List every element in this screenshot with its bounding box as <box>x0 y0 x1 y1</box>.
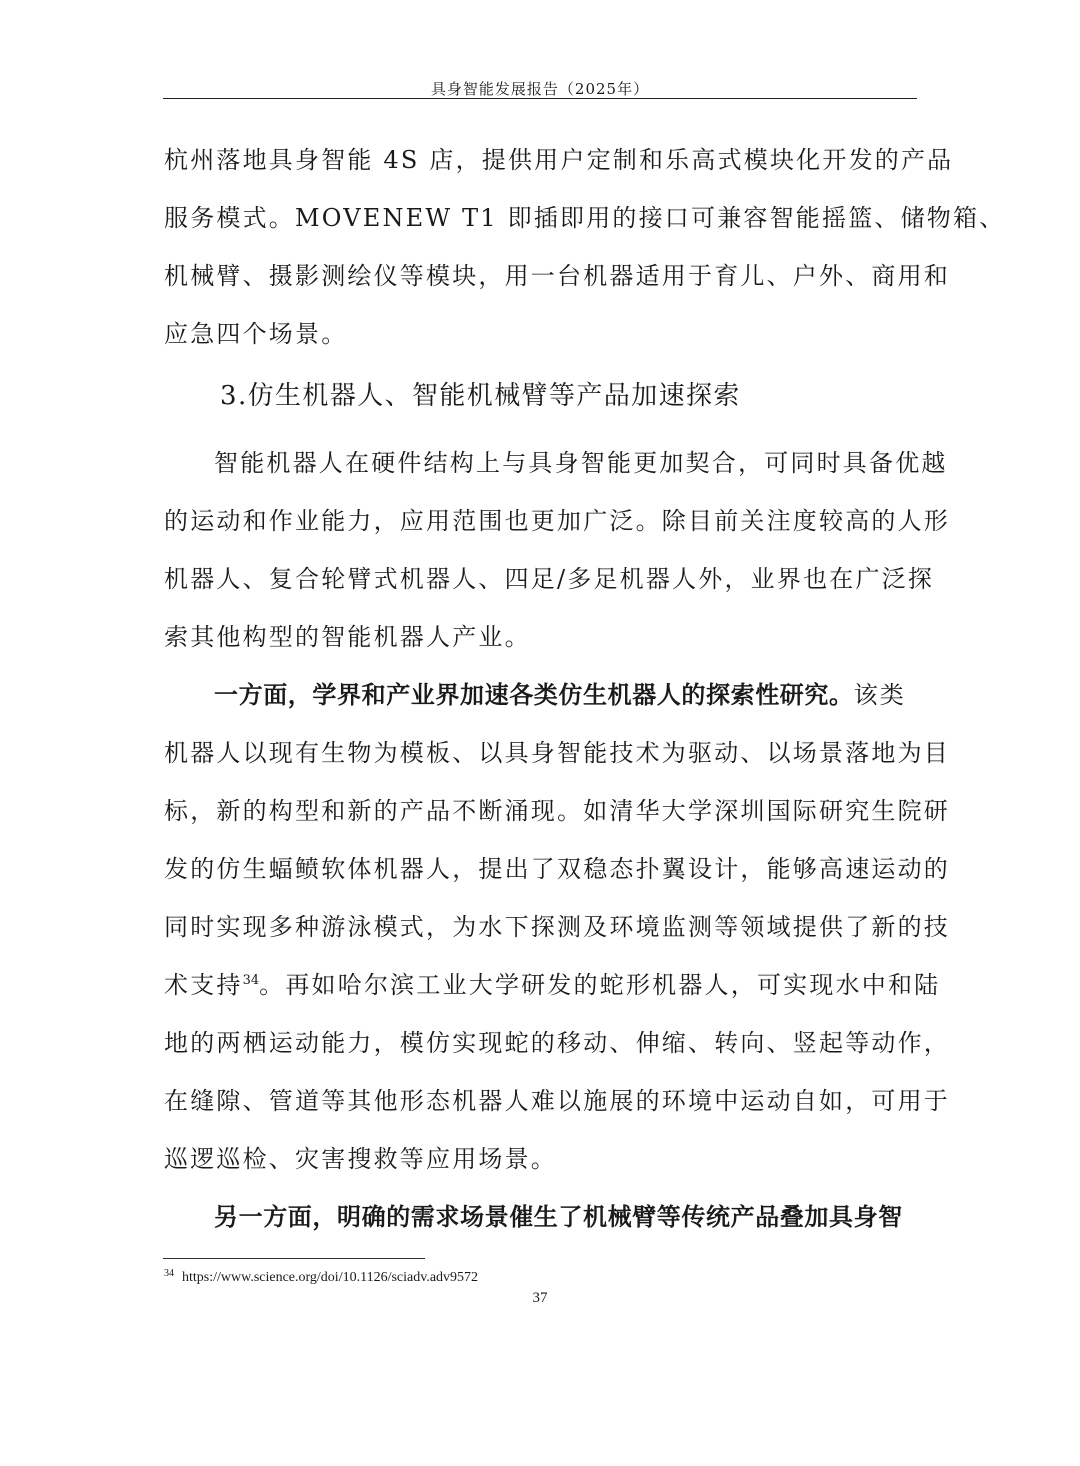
body-line: 机械臂、摄影测绘仪等模块，用一台机器适用于育儿、户外、商用和 <box>164 262 950 290</box>
bold-lead: 一方面，学界和产业界加速各类仿生机器人的探索性研究。 <box>214 681 854 709</box>
body-line: 智能机器人在硬件结构上与具身智能更加契合，可同时具备优越 <box>214 449 948 477</box>
body-line: 服务模式。MOVENEW T1 即插即用的接口可兼容智能摇篮、储物箱、 <box>164 204 1006 232</box>
body-line <box>164 970 940 1000</box>
body-line: 的运动和作业能力，应用范围也更加广泛。除目前关注度较高的人形 <box>164 507 950 535</box>
body-line: 机器人以现有生物为模板、以具身智能技术为驱动、以场景落地为目 <box>164 739 950 767</box>
footnote-rule <box>163 1258 425 1259</box>
section-heading: 3.仿生机器人、智能机械臂等产品加速探索 <box>220 381 741 411</box>
footnote <box>164 1268 478 1286</box>
header-rule <box>163 98 917 99</box>
body-line: 地的两栖运动能力，模仿实现蛇的移动、伸缩、转向、竖起等动作， <box>164 1029 950 1057</box>
body-line: 应急四个场景。 <box>164 320 348 348</box>
body-text: 。再如哈尔滨工业大学研发的蛇形机器人，可实现水中和陆 <box>259 971 941 999</box>
body-line: 杭州落地具身智能 4S 店，提供用户定制和乐高式模块化开发的产品 <box>164 146 954 174</box>
body-line: 巡逻巡检、灾害搜救等应用场景。 <box>164 1145 557 1173</box>
running-header: 具身智能发展报告（2025年） <box>430 80 650 98</box>
footnote-link[interactable]: https://www.science.org/doi/10.1126/sciadv.adv9572 <box>182 1270 479 1285</box>
body-text: 术支持 <box>164 971 243 999</box>
page-number: 37 <box>532 1290 548 1306</box>
body-text: 该类 <box>853 681 907 709</box>
body-line: 在缝隙、管道等其他形态机器人难以施展的环境中运动自如，可用于 <box>164 1087 950 1115</box>
footnote-reference[interactable]: 34 <box>242 973 260 988</box>
body-line <box>214 680 906 710</box>
body-line: 标，新的构型和新的产品不断涌现。如清华大学深圳国际研究生院研 <box>164 797 950 825</box>
body-line: 同时实现多种游泳模式，为水下探测及环境监测等领域提供了新的技 <box>164 913 950 941</box>
body-line: 发的仿生蝠鲼软体机器人，提出了双稳态扑翼设计，能够高速运动的 <box>164 855 950 883</box>
body-line: 机器人、复合轮臂式机器人、四足/多足机器人外，业界也在广泛探 <box>164 565 935 593</box>
bold-lead: 另一方面，明确的需求场景催生了机械臂等传统产品叠加具身智 <box>214 1203 903 1231</box>
footnote-number: 34 <box>164 1268 174 1279</box>
body-line: 索其他构型的智能机器人产业。 <box>164 623 531 651</box>
